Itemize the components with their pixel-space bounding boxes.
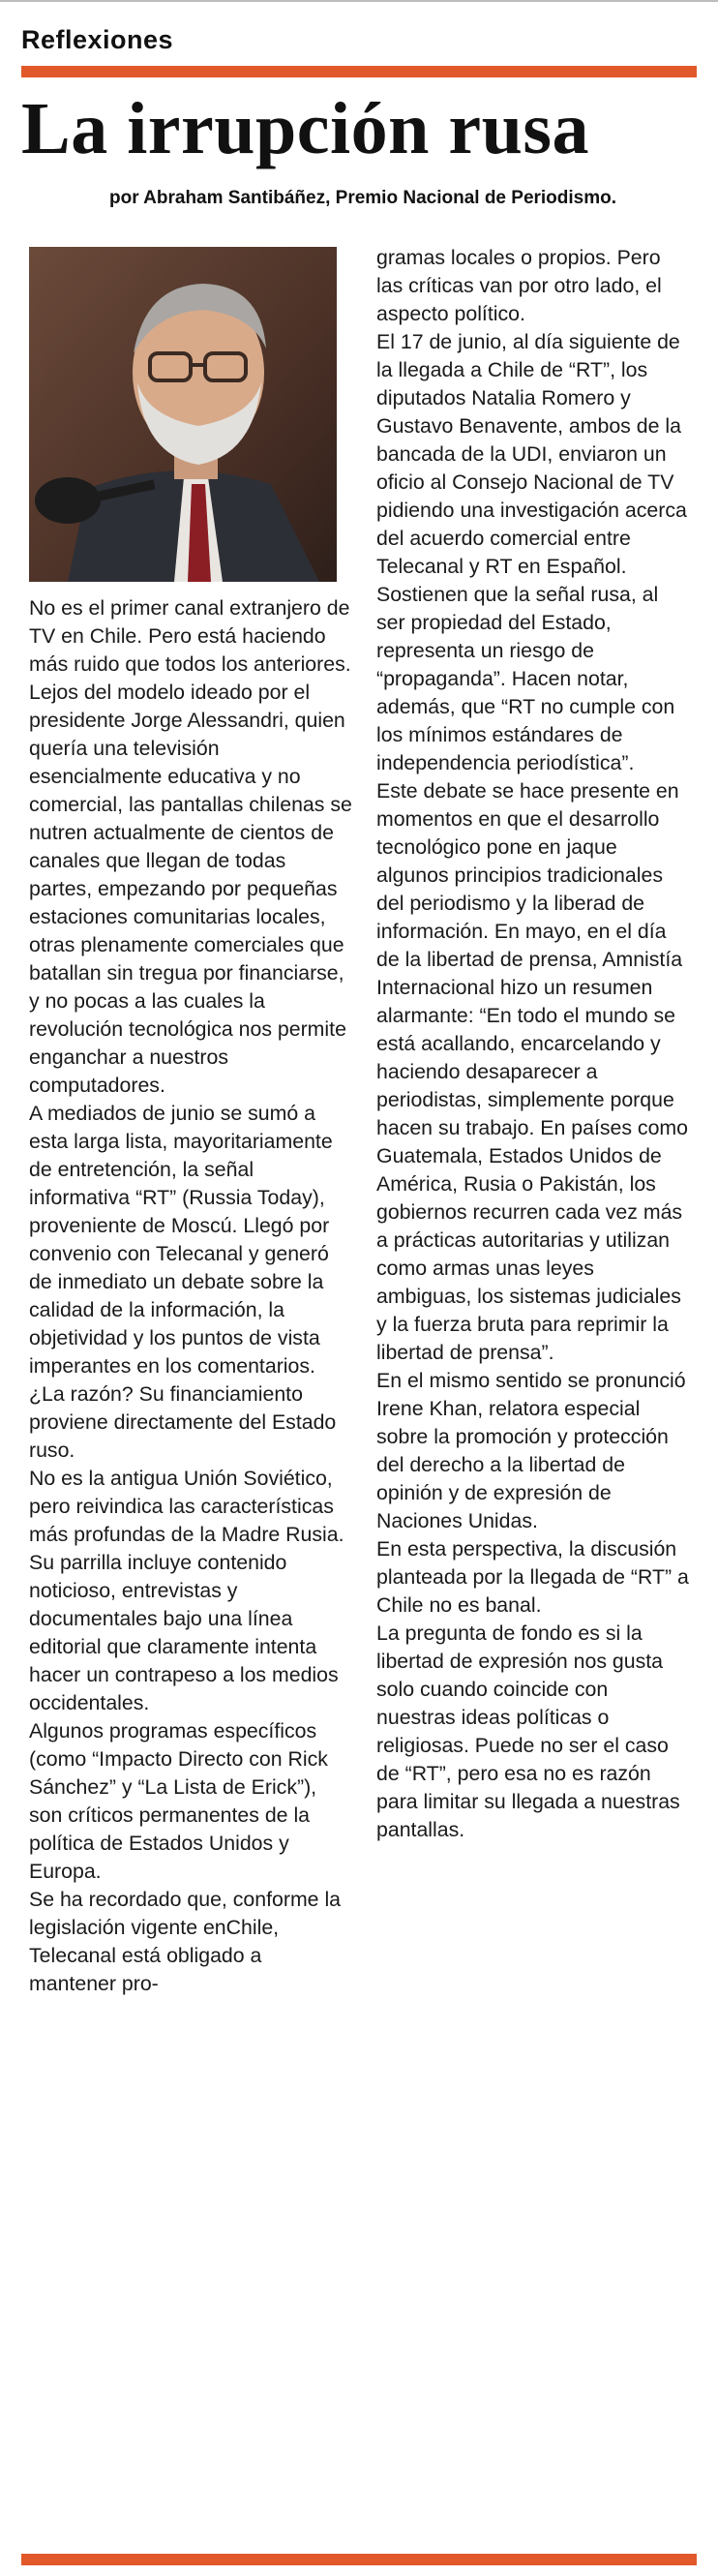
- paragraph: La pregunta de fondo es si la libertad de expresión nos gusta solo cuando coincide con nuestras ideas políticas o religiosas. Puede no ser el caso de “RT”, pero esa no es razón para limitar su llegada a nuestras pantallas.: [376, 1621, 680, 1841]
- headline: La irrupción rusa: [21, 88, 589, 169]
- paragraph: Este debate se hace presente en momentos en que el desarrollo tecnológico pone en jaque algunos principios tradicionales del periodismo y la liberad de información. En mayo, en el día de la libertad de prensa, Amnistía Internacional hizo un resumen alarmante: “En todo el mundo se está acallando, encarcelando y haciendo desaparecer a periodistas, simplemente porque hacen su trabajo. En países como Guatemala, Estados Unidos de América, Rusia o Pakistán, los gobiernos recurren cada vez más a prácticas autoritarias y utilizan como armas unas leyes ambiguas, los sistemas judiciales y la fuerza bruta para reprimir la libertad de prensa”.: [376, 779, 689, 1364]
- author-photo: [29, 247, 337, 582]
- byline: por Abraham Santibáñez, Premio Nacional de Periodismo.: [108, 188, 617, 208]
- paragraph: No es la antigua Unión Soviético, pero reivindica las características más profundas de la Madre Rusia.: [29, 1467, 344, 1546]
- paragraph: El 17 de junio, al día siguiente de la llegada a Chile de “RT”, los diputados Natalia Romero y Gustavo Benavente, ambos de la bancada de la UDI, enviaron un oficio al Consejo Nacional de TV pidiendo una investigación acerca del acuerdo comercial entre Telecanal y RT en Español.: [376, 330, 687, 578]
- paragraph: Se ha recordado que, conforme la legislación vigente enChile, Telecanal está obligado a mantener pro-: [29, 1888, 342, 1995]
- paragraph: Sostienen que la señal rusa, al ser propiedad del Estado, representa un riesgo de “propaganda”. Hacen notar, además, que “RT no cumple con los mínimos estándares de independencia periodística”.: [376, 583, 675, 774]
- author-portrait-illustration: [29, 247, 337, 582]
- paragraph: En esta perspectiva, la discusión planteada por la llegada de “RT” a Chile no es banal.: [376, 1537, 689, 1617]
- article-column-right: [376, 244, 691, 1844]
- paragraph: gramas locales o propios. Pero las críticas van por otro lado, el aspecto político.: [376, 246, 662, 325]
- paragraph: Algunos programas específicos (como “Impacto Directo con Rick Sánchez” y “La Lista de Erick”), son críticos permanentes de la política de Estados Unidos y Europa.: [29, 1719, 328, 1883]
- paragraph: No es el primer canal extranjero de TV en Chile. Pero está haciendo más ruido que todos los anteriores.: [29, 596, 351, 676]
- paragraph: A mediados de junio se sumó a esta larga lista, mayoritariamente de entretención, la señal informativa “RT” (Russia Today), proveniente de Moscú. Llegó por convenio con Telecanal y generó de inmediato un debate sobre la calidad de la información, la objetividad y los puntos de vista imperantes en los comentarios. ¿La razón? Su financiamiento proviene directamente del Estado ruso.: [29, 1102, 337, 1462]
- paragraph: En el mismo sentido se pronunció Irene Khan, relatora especial sobre la promoción y protección del derecho a la libertad de opinión y de expresión de Naciones Unidas.: [376, 1369, 686, 1532]
- article-column-left: [29, 594, 354, 1998]
- accent-rule-bottom: [21, 2554, 697, 2565]
- section-label: Reflexiones: [21, 25, 174, 54]
- accent-rule-top: [21, 66, 697, 77]
- paragraph: Lejos del modelo ideado por el presidente Jorge Alessandri, quien quería una televisión esencialmente educativa y no comercial, las pantallas chilenas se nutren actualmente de cientos de canales que llegan de todas partes, empezando por pequeñas estaciones comunitarias locales, otras plenamente comerciales que batallan sin tregua por financiarse, y no pocas a las cuales la revolución tecnológica nos permite enganchar a nuestros computadores.: [29, 681, 352, 1097]
- page-top-border: [0, 0, 718, 2]
- paragraph: Su parrilla incluye contenido noticioso, entrevistas y documentales bajo una línea editorial que claramente intenta hacer un contrapeso a los medios occidentales.: [29, 1551, 339, 1714]
